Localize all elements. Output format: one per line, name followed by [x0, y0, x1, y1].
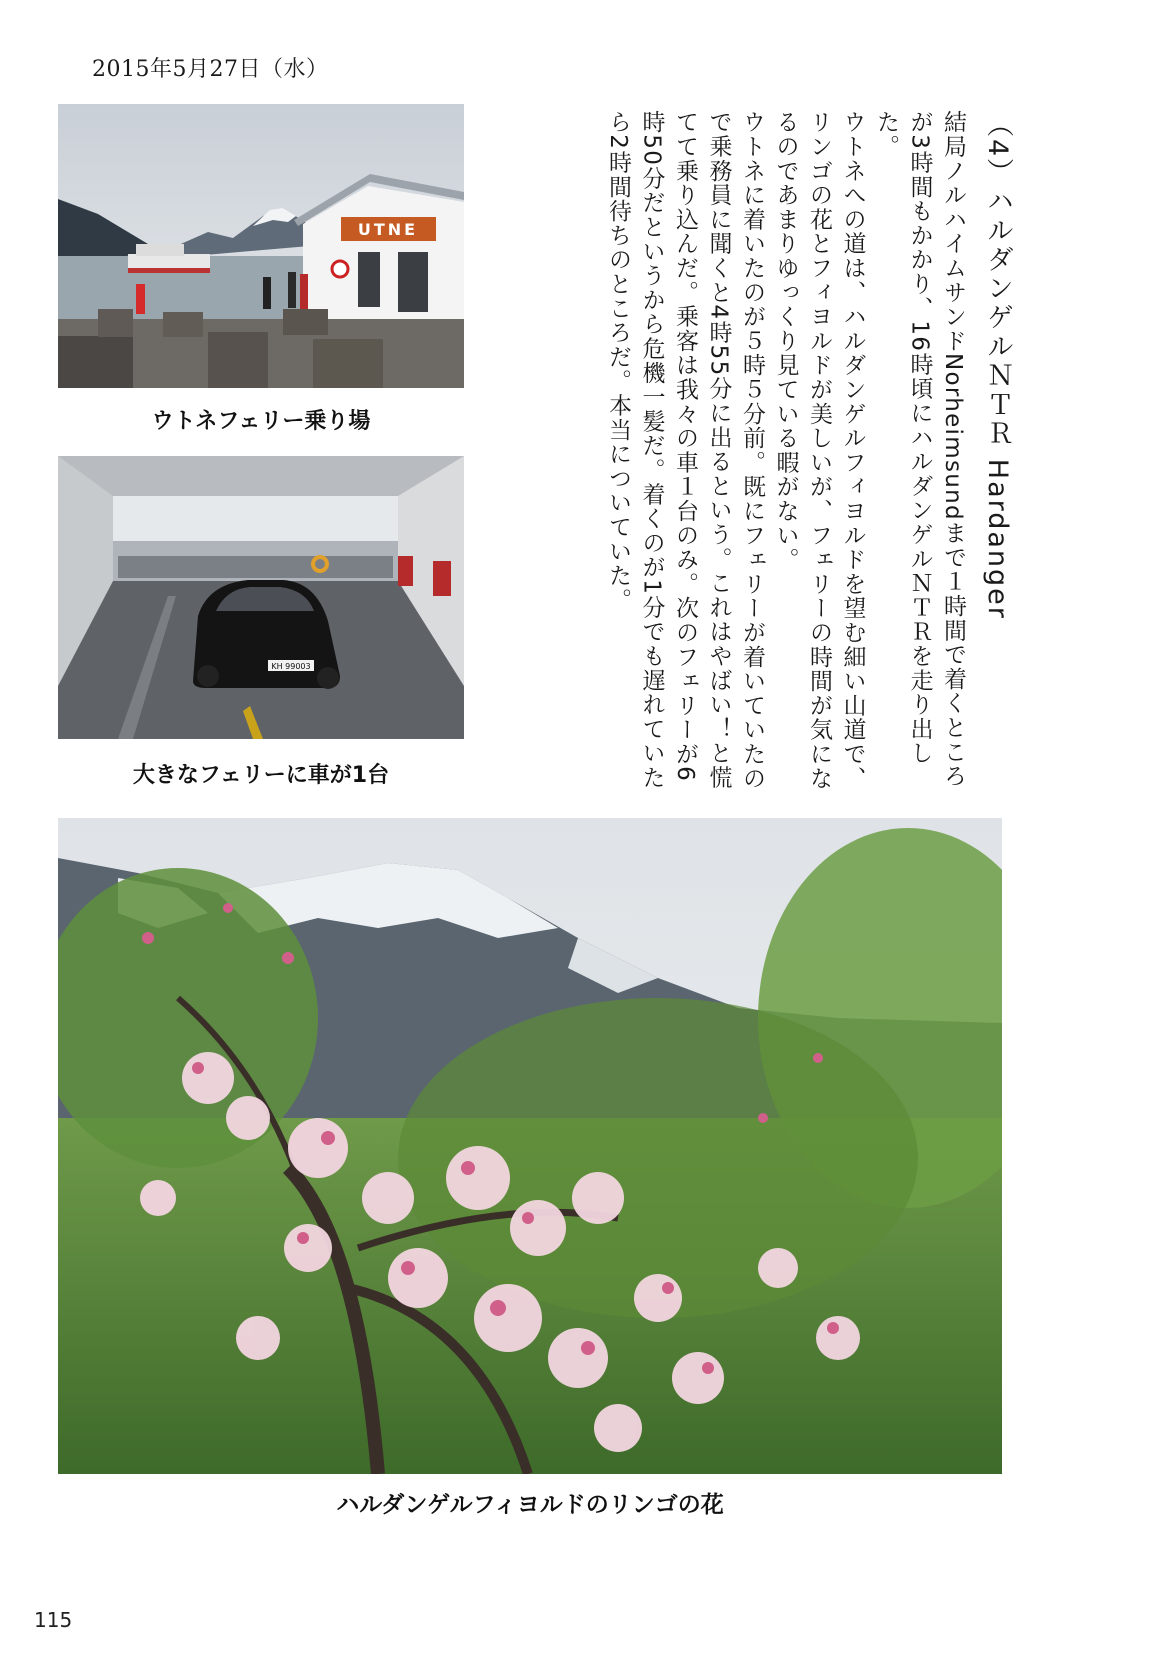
license-plate-text: KH 99003: [271, 662, 311, 671]
utne-ferry-terminal-photo: [58, 104, 464, 388]
photo-caption: ハルダンゲルフィヨルドのリンゴの花: [336, 1492, 724, 1518]
utne-sign-text: UTNE: [357, 220, 419, 239]
article-paragraph: ウトネに着いたのが５時５分前。既にフェリーが着いていたので乗務員に聞くと4時55分に出るという。これはやばい！と慌てて乗り込んだ。乗客は我々の車１台のみ。次のフェリーが6時50分だというから危機一髪だ。着くのが1分でも遅れていたら2時間待ちのところだ。本当についていた。: [605, 110, 765, 791]
article-paragraph: 結局ノルハイムサンドNorheimsundまで１時間で着くところが3時間もかかり、16時頃にハルダンゲルＮＴＲを走り出した。: [873, 110, 966, 789]
apple-blossom-photo: [58, 818, 1002, 1474]
page-date: 2015年5月27日（水）: [92, 57, 329, 82]
article-body: [532, 110, 1017, 800]
car-on-ferry-photo: [58, 456, 464, 739]
heading-text: （4）ハルダンゲルＮＴＲ Hardanger: [982, 110, 1013, 620]
photo-caption: 大きなフェリーに車が1台: [132, 763, 390, 788]
article-paragraph: ウトネへの道は、ハルダンゲルフィヨルドを望む細い山道で、リンゴの花とフィヨルドが美しいが、フェリーの時間が気になるのであまりゆっくり見ている暇がない。: [772, 110, 866, 791]
page-number: 115: [34, 1608, 73, 1632]
photo-caption: ウトネフェリー乗り場: [151, 409, 371, 434]
article-heading: [977, 110, 1017, 800]
